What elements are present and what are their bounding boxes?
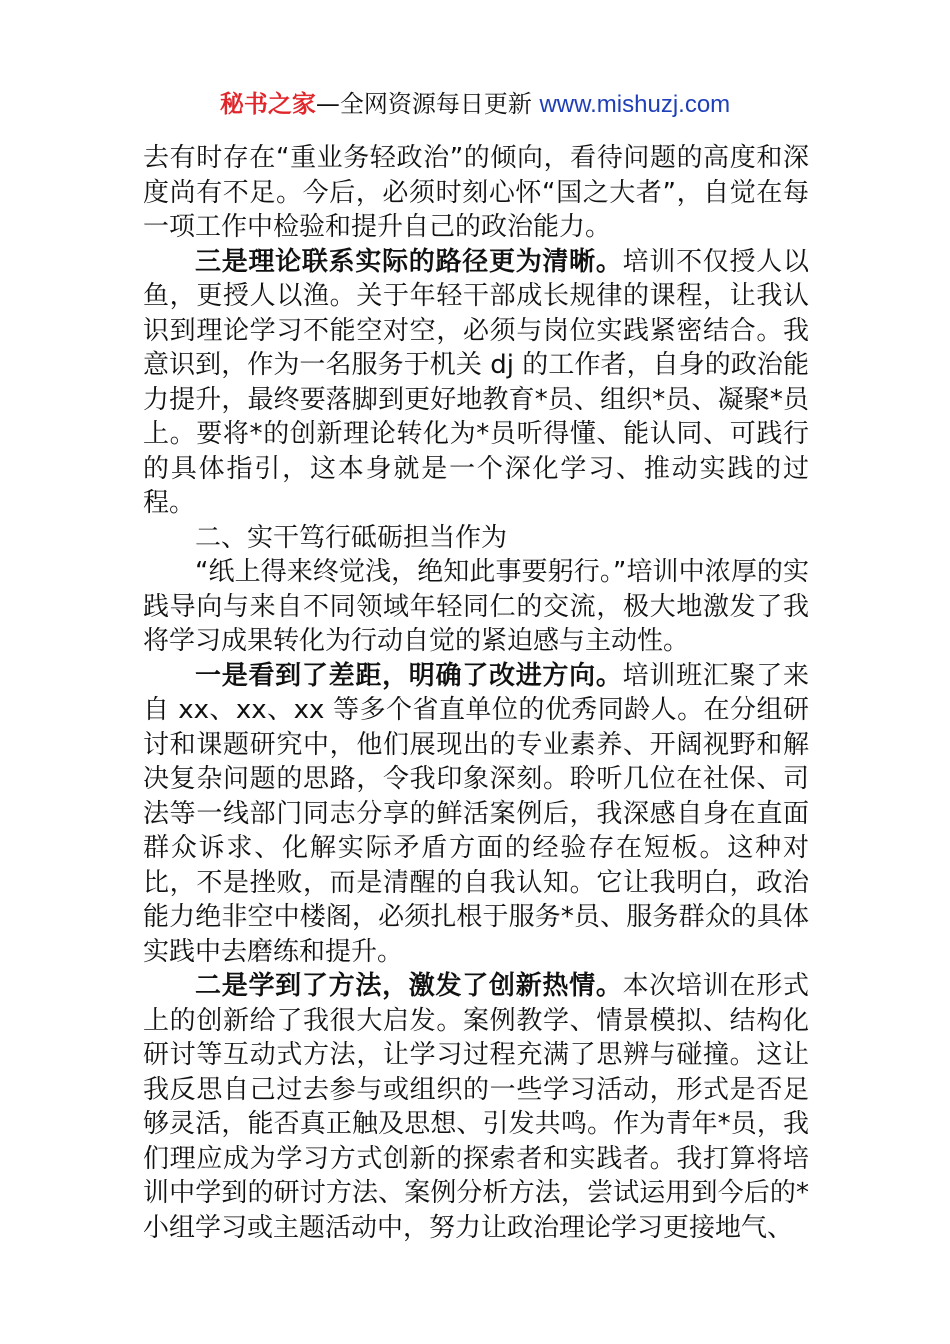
paragraph-intro-quote [143,555,809,659]
paragraph-text: 本次培训在形式上的创新给了我很大启发。案例教学、情景模拟、结构化研讨等互动式方法，让学习过程充满了思辨与碰撞。这让我反思自己过去参与或组织的一些学习活动，形式是否足够灵活，能否真正触及思想、引发共鸣。作为青年*员，我们理应成为学习方式创新的探索者和实践者。我打算将培训中学到的研讨方法、案例分析方法，尝试运用到今后的*小组学习或主题活动中，努力让政治理论学习更接地气、 [143,971,809,1243]
site-url-link[interactable]: www.mishuzj.com [539,91,731,118]
paragraph-point-three [143,245,809,521]
site-header [0,88,950,121]
paragraph-text: “纸上得来终觉浅，绝知此事要躬行。”培训中浓厚的实践导向与来自不同领域年轻同仁的交流，极大地激发了我将学习成果转化为行动自觉的紧迫感与主动性。 [143,557,809,656]
paragraph-lead: 三是理论联系实际的路径更为清晰。 [195,246,623,277]
site-slogan: —全网资源每日更新 [315,90,540,118]
section-heading-text: 二、实干笃行砥砺担当作为 [195,522,508,553]
paragraph-text: 培训班汇聚了来自 xx、xx、xx 等多个省直单位的优秀同龄人。在分组研讨和课题研究中，他们展现出的专业素养、开阔视野和解决复杂问题的思路，令我印象深刻。聆听几位在社保、司法等一线部门同志分享的鲜活案例后，我深感自身在直面群众诉求、化解实际矛盾方面的经验存在短板。这种对比，不是挫败，而是清醒的自我认知。它让我明白，政治能力绝非空中楼阁，必须扎根于服务*员、服务群众的具体实践中去磨练和提升。 [143,660,809,967]
paragraph-point-two [143,969,809,1245]
paragraph-text: 去有时存在“重业务轻政治”的倾向，看待问题的高度和深度尚有不足。今后，必须时刻心怀“国之大者”，自觉在每一项工作中检验和提升自己的政治能力。 [143,143,809,242]
paragraph-lead: 二是学到了方法，激发了创新热情。 [195,971,623,1001]
site-brand: 秘书之家 [219,90,316,118]
paragraph-text: 培训不仅授人以鱼，更授人以渔。关于年轻干部成长规律的课程，让我认识到理论学习不能空对空，必须与岗位实践紧密结合。我意识到，作为一名服务于机关 dj 的工作者，自身的政治能力提升，最终要落脚到更好地教育*员、组织*员、凝聚*员上。要将*的创新理论转化为*员听得懂、能认同、可践行的具体指引，这本身就是一个深化学习、推动实践的过程。 [143,246,809,518]
section-heading [143,521,809,556]
document-body [143,141,809,1245]
paragraph-continuation [143,141,809,245]
paragraph-point-one [143,659,809,970]
paragraph-lead: 一是看到了差距，明确了改进方向。 [195,660,623,691]
